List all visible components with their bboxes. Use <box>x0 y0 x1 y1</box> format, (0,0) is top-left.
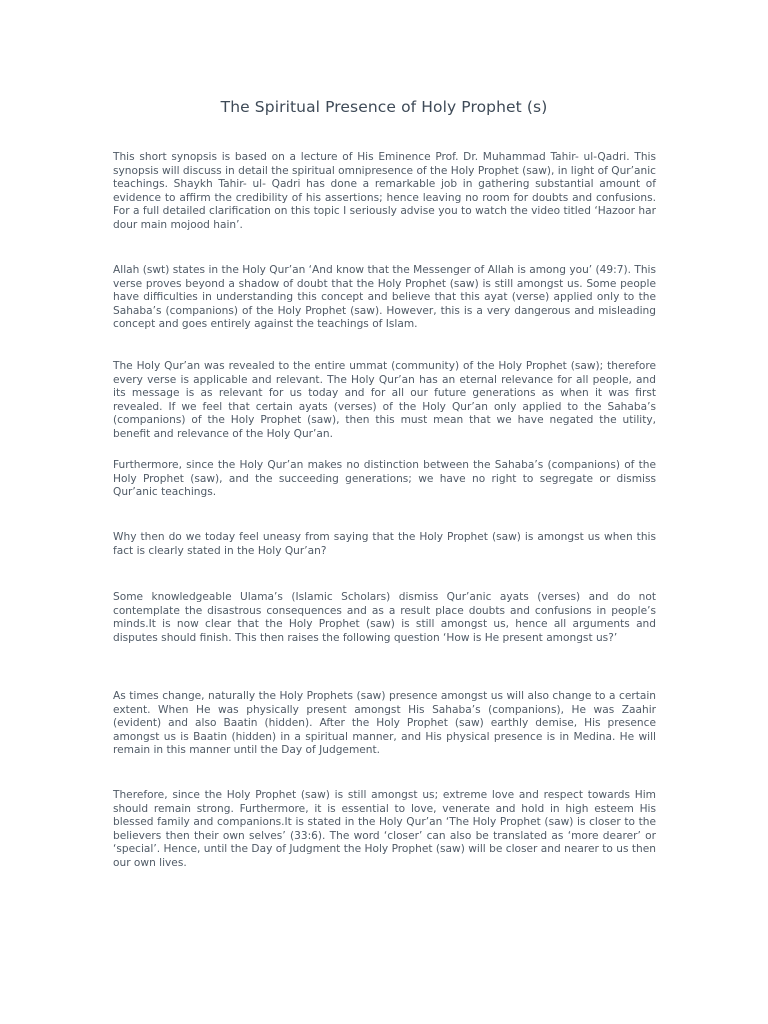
document-title: The Spiritual Presence of Holy Prophet (s) <box>220 98 548 116</box>
paragraph-ulamas: Some knowledgeable Ulama’s (Islamic Scholars) dismiss Qur’anic ayats (verses) and do not contemplate the disastrous consequences and as a result place doubts and confusions in people’s minds.It is now clear that the Holy Prophet (saw) is still amongst us, hence all arguments and disputes should finish. This then raises the following question ‘How is He present amongst us?’ <box>113 591 656 644</box>
paragraph-presence-change: As times change, naturally the Holy Prophets (saw) presence amongst us will also change to a certain extent. When He was physically present amongst His Sahaba’s (companions), He was Zaahir (evident) and also Baatin (hidden). After the Holy Prophet (saw) earthly demise, His presence amongst us is Baatin (hidden) in a spiritual manner, and His physical presence is in Medina. He will remain in this manner until the Day of Judgement. <box>113 690 656 757</box>
paragraph-no-distinction: Furthermore, since the Holy Qur’an makes no distinction between the Sahaba’s (companions) of the Holy Prophet (saw), and the succeeding generations; we have no right to segregate or dismiss Qur’anic teachings. <box>113 459 656 499</box>
paragraph-quran-relevance: The Holy Qur’an was revealed to the entire ummat (community) of the Holy Prophet (saw); therefore every verse is applicable and relevant. The Holy Qur’an has an eternal relevance for all people, and its message is as relevant for us today and for all our future generations as when it was first revealed. If we feel that certain ayats (verses) of the Holy Qur’an only applied to the Sahaba’s (companions) of the Holy Prophet (saw), then this must mean that we have negated the utility, benefit and relevance of the Holy Qur’an. <box>113 360 656 440</box>
paragraph-question: Why then do we today feel uneasy from saying that the Holy Prophet (saw) is amongst us when this fact is clearly stated in the Holy Qur’an? <box>113 531 656 557</box>
paragraph-verse-49-7: Allah (swt) states in the Holy Qur’an ‘And know that the Messenger of Allah is among you’ (49:7). This verse proves beyond a shadow of doubt that the Holy Prophet (saw) is still amongst us. Some people have difficulties in understanding this concept and believe that this ayat (verse) applied only to the Sahaba’s (companions) of the Holy Prophet (saw). However, this is a very dangerous and misleading concept and goes entirely against the teachings of Islam. <box>113 264 656 331</box>
paragraph-love-respect: Therefore, since the Holy Prophet (saw) is still amongst us; extreme love and respect towards Him should remain strong. Furthermore, it is essential to love, venerate and hold in high esteem His blessed family and companions.It is stated in the Holy Qur’an ‘The Holy Prophet (saw) is closer to the believers then their own selves’ (33:6). The word ‘closer’ can also be translated as ‘more dearer’ or ‘special’. Hence, until the Day of Judgment the Holy Prophet (saw) will be closer and nearer to us then our own lives. <box>113 789 656 869</box>
paragraph-introduction: This short synopsis is based on a lecture of His Eminence Prof. Dr. Muhammad Tahir- ul-Qadri. This synopsis will discuss in detail the spiritual omnipresence of the Holy Prophet (saw), in light of Qur’anic teachings. Shaykh Tahir- ul- Qadri has done a remarkable job in gathering substantial amount of evidence to affirm the credibility of his assertions; hence leaving no room for doubts and confusions. For a full detailed clarification on this topic I seriously advise you to watch the video titled ‘Hazoor har dour main mojood hain’. <box>113 151 656 231</box>
